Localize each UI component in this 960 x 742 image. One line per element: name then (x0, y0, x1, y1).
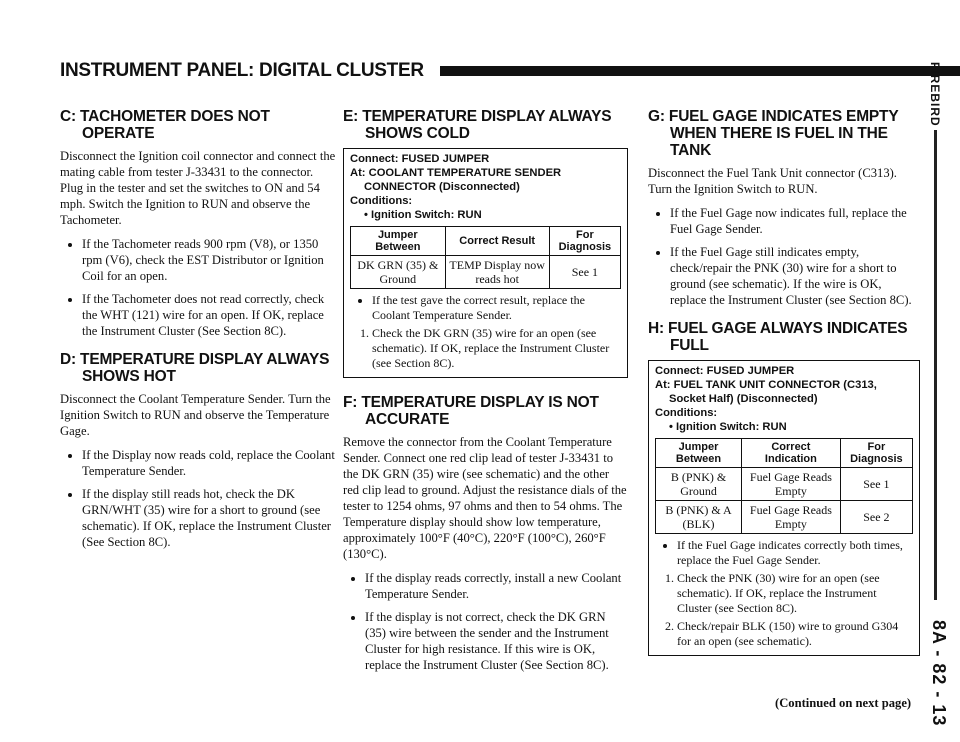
section-d-title: D: TEMPERATURE DISPLAY ALWAYS SHOWS HOT (60, 351, 330, 385)
list-item: • If the Display now reads cold, replace the Coolant Temperature Sender. (82, 447, 336, 479)
list-item: • If the test gave the correct result, replace the Coolant Temperature Sender. (372, 293, 621, 323)
section-d-intro: Disconnect the Coolant Temperature Sender. Turn the Ignition Switch to RUN and observe the Temperature Gage. (60, 392, 331, 438)
section-e-table: Jumper Between Correct Result For Diagnosis DK GRN (35) & Ground TEMP Display now reads hot See 1 (350, 226, 621, 289)
column-2 (343, 108, 628, 681)
continued-note: (Continued on next page) (775, 696, 912, 710)
page-title: INSTRUMENT PANEL: DIGITAL CLUSTER (60, 60, 424, 81)
section-h-title: H: FUEL GAGE ALWAYS INDICATES FULL (648, 320, 908, 354)
section-e-title: E: TEMPERATURE DISPLAY ALWAYS SHOWS COLD (343, 108, 612, 142)
table-row: B (PNK) & A (BLK) Fuel Gage Reads Empty See 2 (656, 501, 913, 534)
column-3 (648, 108, 920, 666)
header-rule (440, 66, 960, 76)
list-item: • If the Fuel Gage now indicates full, replace the Fuel Gage Sender. (670, 205, 920, 237)
condition-item: • Ignition Switch: RUN (364, 209, 482, 221)
section-g-intro: Disconnect the Fuel Tank Unit connector (C313). Turn the Ignition Switch to RUN. (648, 166, 897, 196)
section-e-test-box: Connect: FUSED JUMPER At: COOLANT TEMPERATURE SENDER CONNECTOR (Disconnected) Conditions: • Ignition Switch: RUN Jumper Between Correct Result For Diagnosis DK GRN (35) & Ground TEMP Display now reads hot See 1 • If the test gave the correct result, replace the Coolant Temperature Sender. 1. Check the DK GRN (35) wire for an open (see schematic). If OK, replace the Instrument Cluster (see Section 8C). (343, 148, 628, 378)
section-h-table: Jumper Between Correct Indication For Diagnosis B (PNK) & Ground Fuel Gage Reads Empty See 1 B (PNK) & A (BLK) Fuel Gage Reads Empty See 2 (655, 438, 913, 534)
page-number: 8A - 82 - 13 (929, 620, 949, 727)
table-row: DK GRN (35) & Ground TEMP Display now reads hot See 1 (351, 256, 621, 289)
section-g-bullets (648, 205, 920, 308)
section-f-intro: Remove the connector from the Coolant Temperature Sender. Connect one red clip lead of tester J-33431 to the DK GRN (35) wire (see schematic) and the other red clip lead to ground. Adjust the resistance dials of the tester to 1254 ohms, 97 ohms and then to 54 ohms. The Temperature display should show low temperature, approximately 100°F (40°C), 220°F (100°C), 260°F (130°C). (343, 435, 627, 561)
side-tag: FIREBIRD (928, 62, 942, 127)
section-c-bullets (60, 236, 336, 339)
side-rule (934, 130, 937, 600)
list-item: • If the Fuel Gage indicates correctly both times, replace the Fuel Gage Sender. (677, 538, 913, 568)
section-g-title: G: FUEL GAGE INDICATES EMPTY WHEN THERE IS FUEL IN THE TANK (648, 108, 899, 159)
list-item: 1. Check the PNK (30) wire for an open (see schematic). If OK, replace the Instrument Cluster (see Section 8C). (677, 571, 913, 616)
table-row: B (PNK) & Ground Fuel Gage Reads Empty See 1 (656, 468, 913, 501)
section-h-test-box: Connect: FUSED JUMPER At: FUEL TANK UNIT CONNECTOR (C313, Socket Half) (Disconnected) Conditions: • Ignition Switch: RUN Jumper Between Correct Indication For Diagnosis B (PNK) & Ground Fuel Gage Reads Empty See 1 B (PNK) & A (BLK) Fuel Gage Reads Empty See 2 • If the Fuel Gage indicates correctly both times, replace the Fuel Gage Sender. 1. Check the PNK (30) wire for an open (see schematic). If OK, replace the Instrument Cluster (see Section 8C). 2. Check/repair BLK (150) wire to ground G304 for an open (see schematic). (648, 360, 920, 656)
list-item: • If the Fuel Gage still indicates empty, check/repair the PNK (30) wire for a short to ground (see schematic). If the wire is OK, replace the Instrument Cluster (see Section 8C). (670, 244, 920, 308)
list-item: 2. Check/repair BLK (150) wire to ground G304 for an open (see schematic). (677, 619, 913, 649)
list-item: • If the Tachometer reads 900 rpm (V8), or 1350 rpm (V6), check the EST Distributor or Ignition Coil for an open. (82, 236, 336, 284)
column-1 (60, 108, 336, 558)
page-header (60, 60, 920, 86)
section-c-intro: Disconnect the Ignition coil connector and connect the mating cable from tester J-33431 to the connector. Plug in the tester and set the switches to ON and 54 mph. Switch the Ignition to RUN and observe the Tachometer. (60, 149, 336, 227)
list-item: 1. Check the DK GRN (35) wire for an open (see schematic). If OK, replace the Instrument Cluster (see Section 8C). (372, 326, 621, 371)
list-item: • If the Tachometer does not read correctly, check the WHT (121) wire for an open. If OK, replace the Instrument Cluster (See Section 8C). (82, 291, 336, 339)
section-d-bullets (60, 447, 336, 550)
list-item: • If the display still reads hot, check the DK GRN/WHT (35) wire for a short to ground (see schematic). If OK, replace the Instrument Cluster (See Section 8C). (82, 486, 336, 550)
section-f-bullets (343, 570, 628, 673)
list-item: • If the display is not correct, check the DK GRN (35) wire between the sender and the Instrument Cluster for high resistance. If this wire is OK, replace the Instrument Cluster (See Section 8C). (365, 609, 628, 673)
list-item: • If the display reads correctly, install a new Coolant Temperature Sender. (365, 570, 628, 602)
condition-item: • Ignition Switch: RUN (669, 421, 787, 433)
section-c-title: C: TACHOMETER DOES NOT OPERATE (60, 108, 270, 142)
section-f-title: F: TEMPERATURE DISPLAY IS NOT ACCURATE (343, 394, 599, 428)
